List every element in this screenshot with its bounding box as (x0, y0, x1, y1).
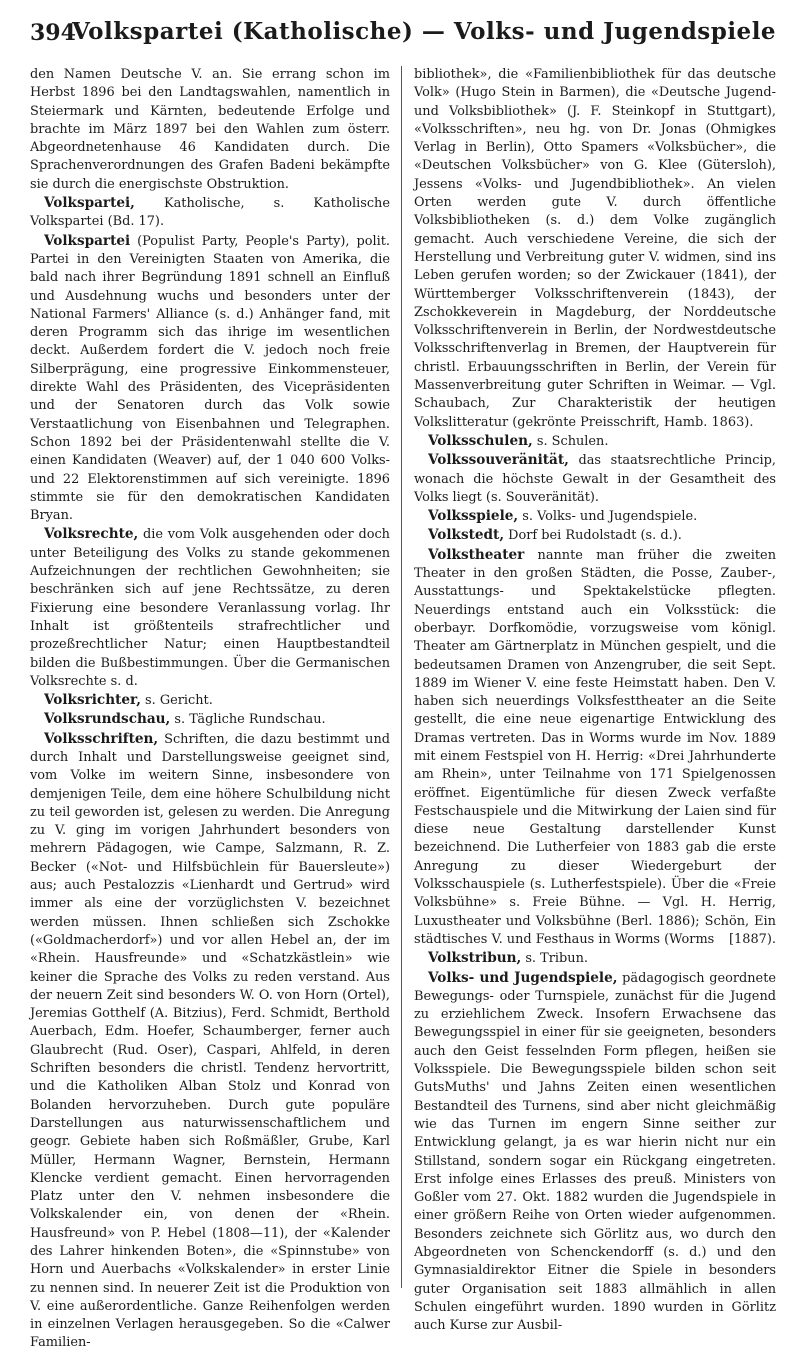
entry-headword: Volksrundschau, (44, 711, 171, 728)
entry-text: bibliothek», die «Familienbibliothek für das deutsche Volk» (Hugo Stein in Barmen), die «Deutsche Jugend- und Volksbibliothek» (J. F. Steinkopf in Stuttgart), «Volksschriften», neu hg. von Dr. Jonas (Ohmigkes Verlag in Berlin), Otto Spamers «Volksbücher», die «Deutschen Volksbücher» von G. Klee (Gütersloh), Jessens «Volks- und Jugendbibliothek». An vielen Orten werden gute V. durch öffentliche Volksbibliotheken (s. d.) dem Volke zugänglich gemacht. Auch verschiedene Vereine, die sich der Herstellung und Verbreitung guter V. widmen, sind ins Leben gerufen worden; so der Zwickauer (1841), der Württemberger Volksschriftenverein (1843), der Zschokkeverein in Magdeburg, der Norddeutsche Volksschriftenverein in Berlin, der Nordwestdeutsche Volksschriftenverlag in Bremen, der Hauptverein für christl. Erbauungsschriften in Berlin, der Verein für Massenverbreitung guter Schriften in Weimar. — Vgl. Schaubach, Zur Charakteristik der heutigen Volkslitteratur (gekrönte Preisschrift, Hamb. 1863). (414, 67, 776, 430)
entry-headword: Volkspartei (44, 232, 131, 249)
dictionary-entry (414, 507, 776, 526)
entry-text: pädagogisch geordnete Bewegungs- oder Turnspiele, zunächst für die Jugend zu erziehlichem Zweck. Insofern Erwachsene das Bewegungsspiel in einer für sie geeigneten, besonders auch den Geist fesselnden Form pflegen, heißen sie Volksspiele. Die Bewegungsspiele bilden schon seit GutsMuths' und Jahns Zeiten einen wesentlichen Bestandteil des Turnens, sind aber nicht gleichmäßig wie das Turnen im engern Sinne seither zur Entwicklung gelangt, ja es war hierin nicht nur ein Stillstand, sondern sogar ein Rückgang eingetreten. Erst infolge eines Erlasses des preuß. Ministers von Goßler vom 27. Okt. 1882 wurden die Jugendspiele in einer größern Reihe von Orten wieder aufgenommen. Besonders zeichnete sich Görlitz aus, wo durch den Abgeordneten von Schenckendorff (s. d.) und den Gymnasialdirektor Eitner die Spiele in besonders guter Organisation seit 1883 allmählich in allen Schulen eingeführt wurden. 1890 wurden in Görlitz auch Kurse zur Ausbil- (414, 970, 776, 1334)
entry-text: s. Schulen. (532, 433, 609, 449)
dictionary-entry (414, 969, 776, 1336)
entry-text: s. Volks- und Jugendspiele. (518, 509, 698, 525)
entry-text: Katholische, s. Katholische Volkspartei (Bd. 17). (30, 196, 390, 230)
entry-headword: Volkspartei, (44, 195, 135, 212)
entry-tail: [1887). (729, 931, 776, 947)
continued-text (30, 66, 390, 194)
left-column (30, 66, 390, 1353)
entry-headword: Volkssouveränität, (428, 452, 569, 469)
entry-headword: Volkstheater (428, 546, 525, 563)
page-title: Volkspartei (Katholische) — Volks- und Jugendspiele (71, 18, 777, 45)
entry-headword: Volksspiele, (428, 508, 519, 525)
dictionary-entry (30, 525, 390, 691)
dictionary-entry (414, 949, 776, 968)
entry-headword: Volkstribun, (428, 950, 522, 967)
dictionary-entry (30, 232, 390, 526)
right-column (414, 66, 776, 1335)
dictionary-entry (414, 526, 776, 545)
entry-text: Schriften, die dazu bestimmt und durch Inhalt und Darstellungsweise geeignet sind, vom Volke im weitern Sinne, insbesondere von demjenigen Teile, dem eine höhere Schulbildung nicht zu teil geworden ist, gelesen zu werden. Die Anregung zu V. ging im vorigen Jahrhundert besonders von mehrern Pädagogen, wie Campe, Salzmann, R. Z. Becker («Not- und Hilfsbüchlein für Bauersleute») aus; auch Pestalozzis «Lienhardt und Gertrud» wird immer als eine der vorzüglichsten V. bezeichnet werden müssen. Ihnen schließen sich Zschokke («Goldmacherdorf») und vor allen Hebel an, der im «Rhein. Hausfreunde» und «Schatzkästlein» wie keiner die Sprache des Volks zu reden verstand. Aus der neuern Zeit sind besonders W. O. von Horn (Ortel), Jeremias Gotthelf (A. Bitzius), Ferd. Schmidt, Berthold Auerbach, Edm. Hoefer, Schaumberger, ferner auch Glaubrecht (Rud. Oser), Caspari, Ahlfeld, in deren Schriften besonders die christl. Tendenz hervortritt, und die Katholiken Alban Stolz und Konrad von Bolanden hervorzuheben. Durch gute populäre Darstellungen aus naturwissenschaftlichem und geogr. Gebiete haben sich Roßmäßler, Grube, Karl Müller, Hermann Wagner, Bernstein, Hermann Klencke verdient gemacht. Einen hervorragenden Platz unter den V. nehmen insbesondere die Volkskalender ein, von denen der «Rhein. Hausfreund» von P. Hebel (1808—11), der «Kalender des Lahrer hinkenden Boten», die «Spinnstube» von Horn und Auerbachs «Volkskalender» in erster Linie zu nennen sind. In neuerer Zeit ist die Produktion von V. eine außerordentliche. Ganze Reihenfolgen werden in einzelnen Verlagen herausgegeben. So die «Calwer Familien- (30, 731, 390, 1351)
entry-headword: Volkstedt, (428, 527, 505, 544)
dictionary-entry (30, 691, 390, 710)
column-divider (401, 66, 402, 1288)
entry-headword: Volks- und Jugendspiele, (428, 969, 618, 986)
entry-text: s. Tägliche Rundschau. (170, 712, 326, 728)
dictionary-entry (30, 194, 390, 232)
dictionary-entry (414, 432, 776, 451)
entry-text: Dorf bei Rudolstadt (s. d.). (504, 528, 682, 544)
entry-text: das staatsrechtliche Princip, wonach die höchste Gewalt in der Gesamtheit des Volks liegt (s. Souveränität). (414, 453, 776, 505)
entry-headword: Volksschriften, (44, 730, 159, 747)
continued-text (414, 66, 776, 432)
entry-headword: Volksrechte, (44, 526, 139, 543)
entry-headword: Volksrichter, (44, 692, 141, 709)
entry-text: s. Tribun. (521, 951, 588, 967)
dictionary-entry (414, 546, 776, 950)
entry-headword: Volksschulen, (428, 432, 533, 449)
dictionary-entry (30, 730, 390, 1353)
entry-text: nannte man früher die zweiten Theater in den großen Städten, die Posse, Zauber-, Ausstattungs- und Spektakelstücke pflegten. Neuerdings entstand auch ein Volksstück: die oberbayr. Dorfkomödie, vorzugsweise vom königl. Theater am Gärtnerplatz in München gespielt, und die bedeutsamen Dramen von Anzengruber, die seit Sept. 1889 im Wiener V. eine feste Heimstatt haben. Den V. haben sich neuerdings Volksfesttheater an die Seite gestellt, die eine neue eigenartige Entwicklung des Dramas vertreten. Das in Worms wurde im Nov. 1889 mit einem Festspiel von H. Herrig: «Drei Jahrhunderte am Rhein», unter Teilnahme von 171 Spielgenossen eröffnet. Eigentümliche für diesen Zweck verfaßte Festschauspiele und die Mitwirkung der Laien sind für diese neue Gestaltung darstellender Kunst bezeichnend. Die Lutherfeier von 1883 gab die erste Anregung zu dieser Wiedergeburt der Volksschauspiele (s. Lutherfestspiele). Über die «Freie Volksbühne» s. Freie Bühne. — Vgl. H. Herrig, Luxustheater und Volksbühne (Berl. 1886); Schön, Ein städtisches V. und Festhaus in Worms (Worms (414, 547, 776, 947)
running-header (30, 14, 778, 54)
dictionary-entry (414, 451, 776, 507)
entry-text: s. Gericht. (140, 693, 213, 709)
entry-text: die vom Volk ausgehenden oder doch unter Beteiligung des Volks zu stande gekommenen Aufzeichnungen der rechtlichen Gewohnheiten; sie beschränken sich auf jene Rechtssätze, zu deren Fixierung eine besondere Veranlassung vorlag. Ihr Inhalt ist größtenteils strafrechtlicher und prozeßrechtlicher Natur; einen Hauptbestandteil bilden die Bußbestimmungen. Über die Germanischen Volksrechte s. d. (30, 527, 390, 689)
page-number: 394 (30, 20, 76, 46)
dictionary-entry (30, 710, 390, 729)
entry-text: den Namen Deutsche V. an. Sie errang schon im Herbst 1896 bei den Landtagswahlen, namentlich in Steiermark und Kärnten, bedeutende Erfolge und brachte im März 1897 bei den Wahlen zum österr. Abgeordnetenhause 46 Kandidaten durch. Die Sprachenverordnungen des Grafen Badeni bekämpfte sie durch die energischste Obstruktion. (30, 67, 390, 192)
entry-text: (Populist Party, People's Party), polit. Partei in den Vereinigten Staaten von Amerika, die bald nach ihrer Begründung 1891 schnell an Einfluß und Ausdehnung wuchs und besonders unter der National Farmers' Alliance (s. d.) Anhänger fand, mit deren Programm sich das ihrige im wesentlichen deckt. Außerdem fordert die V. jedoch noch freie Silberprägung, eine progressive Einkommensteuer, direkte Wahl des Präsidenten, des Vicepräsidenten und der Senatoren durch das Volk sowie Verstaatlichung von Eisenbahnen und Telegraphen. Schon 1892 bei der Präsidentenwahl stellte die V. einen Kandidaten (Weaver) auf, der 1 040 600 Volks- und 22 Elektorenstimmen auf sich vereinigte. 1896 stimmte sie für den demokratischen Kandidaten Bryan. (30, 233, 390, 524)
